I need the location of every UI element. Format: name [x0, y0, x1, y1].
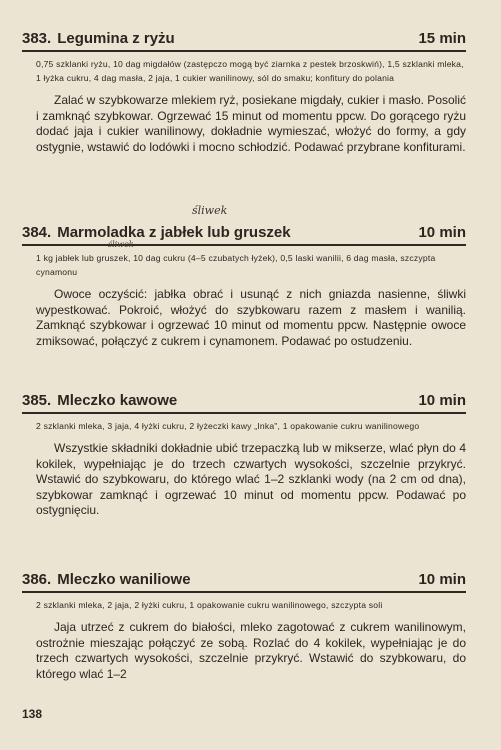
handwritten-note: śliwek [192, 204, 228, 217]
recipe-384 [22, 204, 466, 349]
recipe-instructions: Jaja utrzeć z cukrem do białości, mleko zagotować z cukrem wanilinowym, ostrożnie mieszając połączyć ze sobą. Rozlać do 4 kokilek, wypełniając je do trzech czwartych wysokości, szczelnie przykryć. Wstawić do szybkowaru, do którego wlać 1–2 [36, 620, 466, 681]
recipe-title: Marmoladka z jabłek lub gruszek [57, 224, 291, 241]
recipe-title: Mleczko waniliowe [57, 571, 191, 588]
handwritten-note-small: śliwek [108, 240, 134, 249]
recipe-title: Legumina z ryżu [57, 30, 175, 47]
recipe-header [22, 224, 466, 246]
recipe-instructions: Zalać w szybkowarze mlekiem ryż, posiekane migdały, cukier i masło. Posolić i zamknąć szybkowar. Ogrzewać 15 minut od momentu ppcw. Do gorącego ryżu dodać jaja i cukier wanilinowy, dokładnie wymieszać, włożyć do formy, a gdy ostygnie, wstawić do lodówki i mocno schłodzić. Podawać przybrane konfiturami. [36, 93, 466, 154]
recipe-ingredients: 1 kg jabłek lub gruszek, 10 dag cukru (4–5 czubatych łyżek), 0,5 laski wanilii, 6 dag masła, szczypta cynamonu [36, 253, 436, 277]
recipe-header [22, 30, 466, 52]
recipe-385 [22, 392, 466, 519]
recipe-instructions: Wszystkie składniki dokładnie ubić trzepaczką lub w mikserze, wlać płyn do 4 kokilek, wypełniając je do trzech czwartych wysokości, szczelnie przykryć. Wstawić do szybkowaru, do którego wlać 1–2 szklanki wody (na 2 cm od dna), szybkowar zamknąć i ogrzewać 10 minut od momentu ppcw. Podawać po ostygnięciu. [36, 441, 466, 518]
recipe-number: 384. [22, 224, 52, 241]
recipe-383 [22, 30, 466, 155]
recipe-title: Mleczko kawowe [57, 392, 178, 409]
recipe-ingredients: 2 szklanki mleka, 3 jaja, 4 łyżki cukru, 2 łyżeczki kawy „Inka", 1 opakowanie cukru wanilinowego [36, 421, 420, 431]
recipe-time: 10 min [418, 392, 466, 409]
recipe-time: 10 min [418, 571, 466, 588]
page-number: 138 [22, 707, 43, 721]
recipe-number: 386. [22, 571, 52, 588]
recipe-ingredients: 0,75 szklanki ryżu, 10 dag migdałów (zastępczo mogą być ziarnka z pestek brzoskwiń), 1,5 szklanki mleka, 1 łyżka cukru, 4 dag masła, 2 jaja, 1 cukier wanilinowy, sól do smaku; konfitury do polania [36, 59, 464, 83]
recipe-time: 15 min [418, 30, 466, 47]
recipe-time: 10 min [418, 224, 466, 241]
recipe-header [22, 392, 466, 414]
recipe-number: 385. [22, 392, 52, 409]
recipe-instructions: Owoce oczyścić: jabłka obrać i usunąć z nich gniazda nasienne, śliwki wypestkować. Pokroić, włożyć do szybkowaru razem z masłem i wanilią. Zamknąć szybkowar i ogrzewać 10 minut od momentu ppcw. Następnie owoce zmiksować, połączyć z cukrem i cynamonem. Podawać po ostudzeniu. [36, 287, 466, 348]
recipe-header [22, 571, 466, 593]
recipe-number: 383. [22, 30, 52, 47]
recipe-ingredients: 2 szklanki mleka, 2 jaja, 2 łyżki cukru, 1 opakowanie cukru wanilinowego, szczypta soli [36, 600, 383, 610]
recipe-386 [22, 571, 466, 682]
